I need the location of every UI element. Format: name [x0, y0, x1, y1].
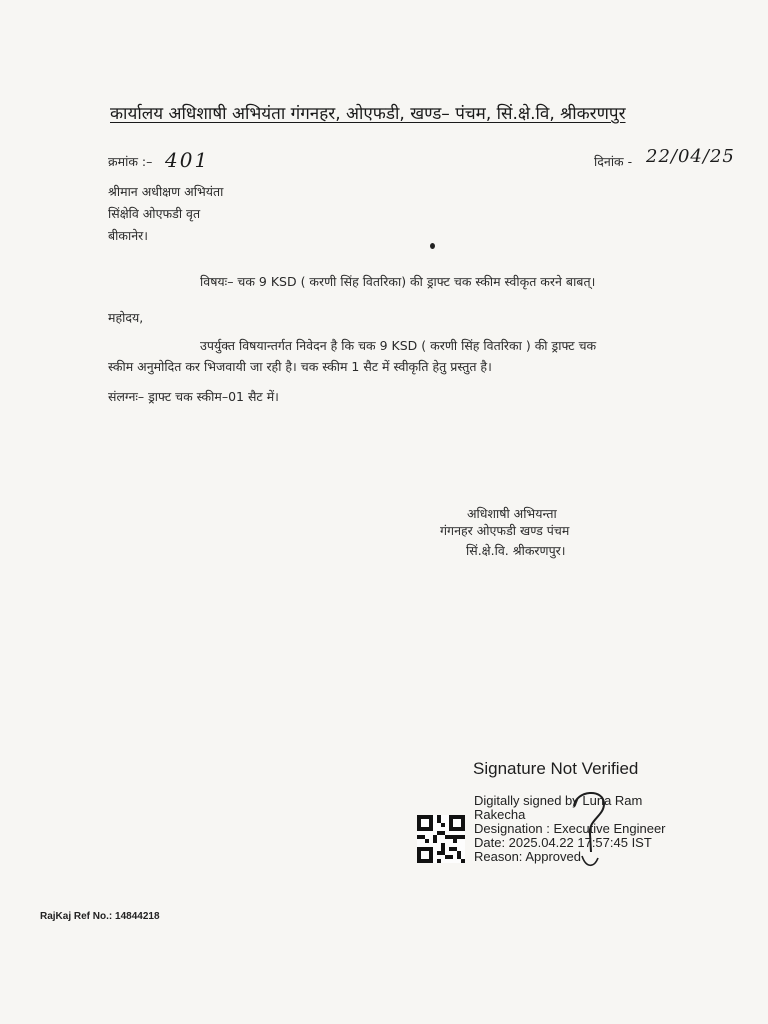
signatory-location: सिं.क्षे.वि. श्रीकरणपुर। [466, 543, 566, 558]
signature-signer-surname: Rakecha [474, 807, 526, 822]
addressee-line-2: सिंक्षेवि ओएफडी वृत [108, 206, 201, 221]
signature-reason: Reason: Approved [474, 849, 581, 864]
reference-label: क्रमांक :– [108, 154, 153, 169]
ink-dot [430, 243, 435, 249]
signature-status-title: Signature Not Verified [473, 759, 639, 778]
reference-number: 401 [165, 148, 210, 172]
signature-designation: Designation : Executive Engineer [474, 821, 666, 836]
signatory-designation: अधिशाषी अभियन्ता [467, 506, 557, 521]
date-label: दिनांक - [594, 154, 633, 169]
salutation: महोदय, [108, 310, 144, 325]
body-line-2: स्कीम अनुमोदित कर भिजवायी जा रही है। चक स्कीम 1 सैट में स्वीकृति हेतु प्रस्तुत है। [108, 359, 492, 374]
body-line-1: उपर्युक्त विषयान्तर्गत निवेदन है कि चक 9 KSD ( करणी सिंह वितरिका ) की ड्राफ्ट चक [200, 338, 597, 353]
subject-line: विषयः– चक 9 KSD ( करणी सिंह वितरिका) की ड्राफ्ट चक स्कीम स्वीकृत करने बाबत्। [200, 274, 596, 289]
enclosure-line: संलग्नः– ड्राफ्ट चक स्कीम–01 सैट में। [108, 389, 279, 404]
signatory-office: गंगनहर ओएफडी खण्ड पंचम [440, 523, 570, 538]
addressee-line-1: श्रीमान अधीक्षण अभियंता [108, 184, 224, 199]
office-heading: कार्यालय अधिशाषी अभियंता गंगनहर, ओएफडी, खण्ड– पंचम, सिं.क्षे.वि, श्रीकरणपुर [110, 104, 626, 124]
qr-code-icon [417, 815, 465, 863]
signature-date: Date: 2025.04.22 17:57:45 IST [474, 835, 652, 850]
rajkaj-reference: RajKaj Ref No.: 14844218 [40, 911, 160, 922]
question-mark-overlay-icon [560, 782, 620, 872]
date-value: 22/04/25 [646, 146, 735, 167]
addressee-line-3: बीकानेर। [108, 228, 149, 243]
signature-signed-by: Digitally signed by Luna Ram [474, 793, 643, 808]
